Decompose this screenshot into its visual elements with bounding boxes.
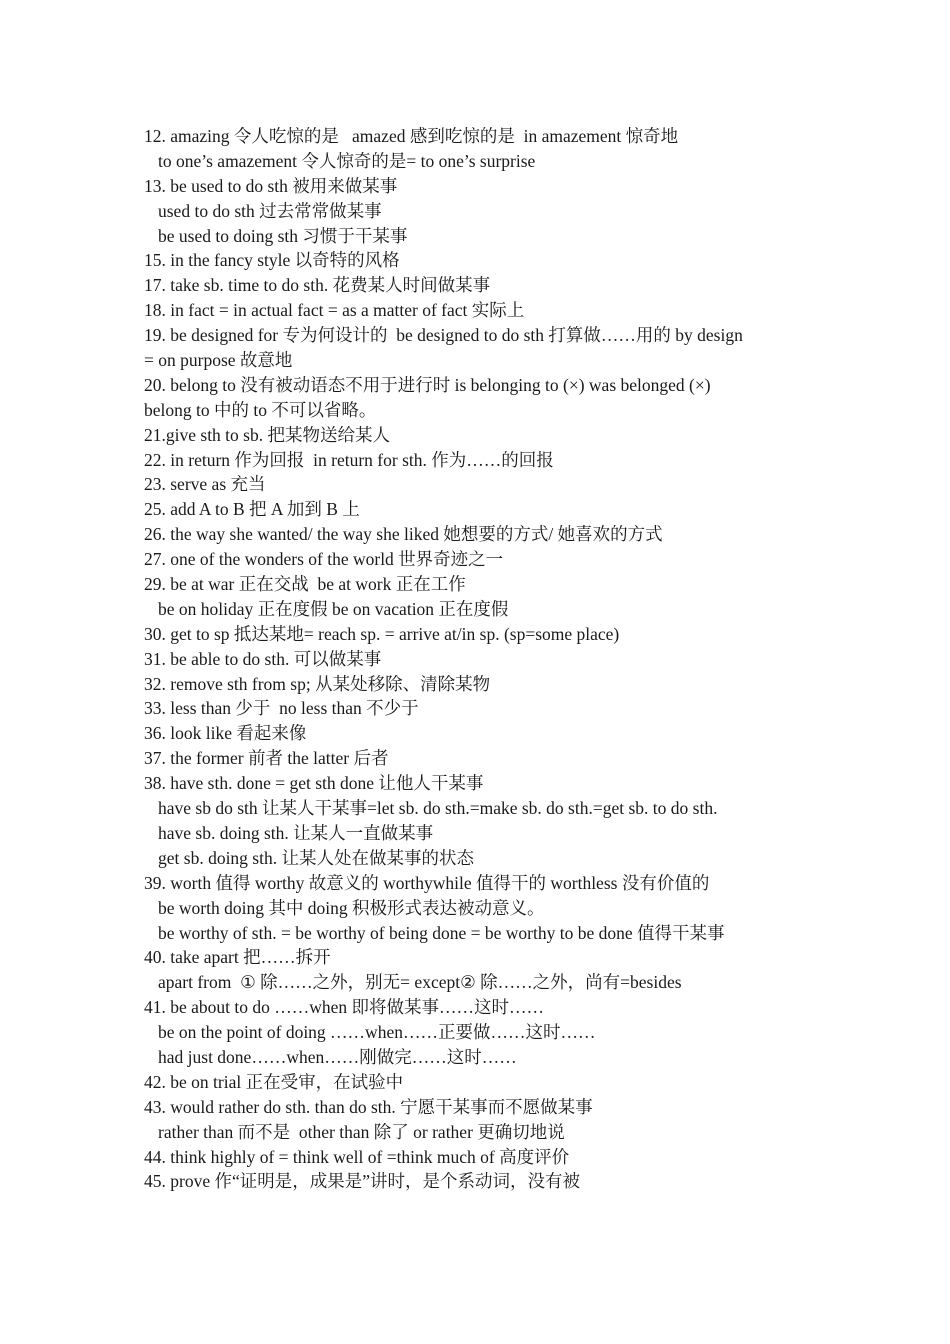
- text-line: be on holiday 正在度假 be on vacation 正在度假: [158, 598, 509, 619]
- text-line: 12. amazing 令人吃惊的是 amazed 感到吃惊的是 in amazement 惊奇地: [144, 126, 679, 146]
- text-body: [144, 124, 824, 1194]
- text-line: 17. take sb. time to do sth. 花费某人时间做某事: [144, 275, 491, 296]
- text-line: 40. take apart 把……拆开: [144, 947, 331, 968]
- text-line: 45. prove 作“证明是，成果是”讲时，是个系动词，没有被: [144, 1171, 581, 1192]
- text-line: be worthy of sth. = be worthy of being done = be worthy to be done 值得干某事: [158, 922, 725, 943]
- text-line: 27. one of the wonders of the world 世界奇迹之一: [144, 549, 504, 570]
- text-line: 44. think highly of = think well of =think much of 高度评价: [144, 1146, 570, 1167]
- text-line: 32. remove sth from sp; 从某处移除、清除某物: [144, 673, 491, 694]
- text-line: belong to 中的 to 不可以省略。: [144, 399, 377, 420]
- text-line: to one’s amazement 令人惊奇的是= to one’s surprise: [158, 150, 536, 171]
- text-line: have sb do sth 让某人干某事=let sb. do sth.=make sb. do sth.=get sb. to do sth.: [158, 798, 718, 819]
- text-line: be on the point of doing ……when……正要做……这时……: [158, 1022, 596, 1043]
- text-line: 23. serve as 充当: [144, 474, 266, 495]
- text-line: 15. in the fancy style 以奇特的风格: [144, 250, 400, 271]
- text-line: 43. would rather do sth. than do sth. 宁愿干某事而不愿做某事: [144, 1096, 593, 1117]
- text-line: 39. worth 值得 worthy 故意义的 worthywhile 值得干的 worthless 没有价值的: [144, 872, 710, 893]
- text-line: 18. in fact = in actual fact = as a matter of fact 实际上: [144, 300, 525, 321]
- text-line: 29. be at war 正在交战 be at work 正在工作: [144, 574, 466, 595]
- text-line: 20. belong to 没有被动语态不用于进行时 is belonging to (×) was belonged (×): [144, 374, 711, 395]
- text-line: be worth doing 其中 doing 积极形式表达被动意义。: [158, 897, 545, 918]
- text-line: 38. have sth. done = get sth done 让他人干某事: [144, 773, 484, 794]
- text-line: 33. less than 少于 no less than 不少于: [144, 698, 419, 719]
- text-line: 25. add A to B 把 A 加到 B 上: [144, 499, 360, 520]
- text-line: 30. get to sp 抵达某地= reach sp. = arrive at/in sp. (sp=some place): [144, 623, 620, 644]
- text-line: rather than 而不是 other than 除了 or rather 更确切地说: [158, 1121, 565, 1142]
- text-line: had just done……when……刚做完……这时……: [158, 1046, 517, 1067]
- text-line: 37. the former 前者 the latter 后者: [144, 748, 389, 769]
- text-line: 31. be able to do sth. 可以做某事: [144, 648, 382, 669]
- text-line: 36. look like 看起来像: [144, 723, 307, 744]
- text-line: have sb. doing sth. 让某人一直做某事: [158, 822, 434, 843]
- text-line: 22. in return 作为回报 in return for sth. 作为……的回报: [144, 449, 554, 470]
- text-line: = on purpose 故意地: [144, 350, 293, 371]
- text-line: 13. be used to do sth 被用来做某事: [144, 175, 398, 196]
- text-line: 41. be about to do ……when 即将做某事……这时……: [144, 997, 545, 1018]
- text-line: be used to doing sth 习惯于干某事: [158, 225, 408, 246]
- text-line: 21.give sth to sb. 把某物送给某人: [144, 424, 390, 445]
- text-line: used to do sth 过去常常做某事: [158, 200, 382, 221]
- text-line: 19. be designed for 专为何设计的 be designed to do sth 打算做……用的 by design: [144, 325, 743, 346]
- text-line: 26. the way she wanted/ the way she liked 她想要的方式/ 她喜欢的方式: [144, 524, 663, 545]
- text-line: apart from ① 除……之外，别无= except② 除……之外，尚有=besides: [158, 972, 682, 993]
- text-line: 42. be on trial 正在受审，在试验中: [144, 1071, 404, 1092]
- text-line: get sb. doing sth. 让某人处在做某事的状态: [158, 847, 474, 868]
